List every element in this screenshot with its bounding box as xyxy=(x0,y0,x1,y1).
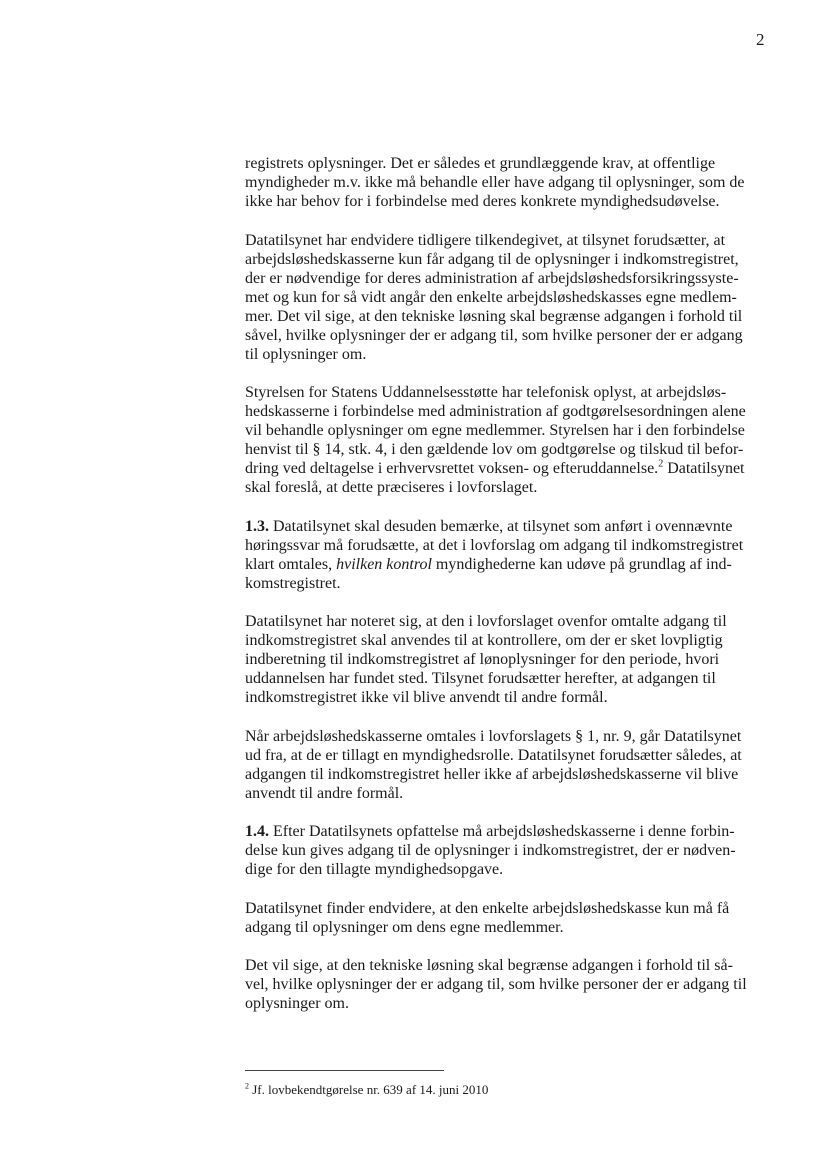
text-line: vil behandle oplysninger om egne medlemmer. Styrelsen har i den forbindelse xyxy=(245,422,745,439)
text-line: mer. Det vil sige, at den tekniske løsning skal begrænse adgangen i forhold til xyxy=(245,307,743,325)
text-segment: klart omtales, xyxy=(245,555,337,573)
text-segment: dring ved deltagelse i erhvervsrettet voksen- og efteruddannelse. xyxy=(245,460,659,477)
text-line-with-emphasis xyxy=(245,555,775,574)
paragraph-6 xyxy=(245,727,775,803)
text-line: Når arbejdsløshedskasserne omtales i lovforslagets § 1, nr. 9, går Datatilsynet xyxy=(245,727,742,745)
text-line: adgang til oplysninger om dens egne medlemmer. xyxy=(245,918,564,936)
paragraph-3 xyxy=(245,383,775,497)
text-line: indkomstregistret skal anvendes til at kontrollere, om der er sket lovpligtig xyxy=(245,632,723,649)
text-line: komstregistret. xyxy=(245,574,341,592)
text-line: delse kun gives adgang til de oplysninger i indkomstregistret, der er nødven- xyxy=(245,842,736,859)
text-line: uddannelsen har fundet sted. Tilsynet forudsætter herefter, at adgangen til xyxy=(245,670,716,687)
text-line: til oplysninger om. xyxy=(245,345,367,363)
text-segment: Efter Datatilsynets opfattelse må arbejdsløshedskasserne i denne forbin- xyxy=(269,823,735,840)
text-line: Det vil sige, at den tekniske løsning skal begrænse adgangen i forhold til så- xyxy=(245,957,733,974)
text-line: Datatilsynet har endvidere tidligere tilkendegivet, at tilsynet forudsætter, at xyxy=(245,231,726,249)
paragraph-section-1-4 xyxy=(245,822,775,879)
text-segment: Datatilsynet skal desuden bemærke, at tilsynet som anført i ovennævnte xyxy=(269,517,733,535)
text-line: vel, hvilke oplysninger der er adgang til, som hvilke personer der er adgang til xyxy=(245,976,747,993)
footnote-text: Jf. lovbekendtgørelse nr. 639 af 14. juni 2010 xyxy=(249,1082,489,1097)
text-line: oplysninger om. xyxy=(245,995,349,1012)
footnote-separator xyxy=(245,1070,444,1071)
document-body xyxy=(245,154,775,1013)
text-line: dige for den tillagte myndighedsopgave. xyxy=(245,861,504,878)
text-line: adgangen til indkomstregistret heller ikke af arbejdsløshedskasserne vil blive xyxy=(245,765,739,783)
emphasis-text: hvilken kontrol xyxy=(336,555,432,573)
paragraph-9 xyxy=(245,956,775,1013)
text-line: ikke har behov for i forbindelse med deres konkrete myndighedsudøvelse. xyxy=(245,193,720,210)
text-line: arbejdsløshedskasserne kun får adgang til de oplysninger i indkomstregistret, xyxy=(245,250,739,268)
text-line-with-heading xyxy=(245,517,775,536)
text-line: skal foreslå, at dette præciseres i lovforslaget. xyxy=(245,479,538,496)
footnote-number: 2 xyxy=(245,1081,249,1091)
text-line: Styrelsen for Statens Uddannelsesstøtte har telefonisk oplyst, at arbejdsløs- xyxy=(245,384,727,401)
text-line: myndigheder m.v. ikke må behandle eller have adgang til oplysninger, som de xyxy=(245,174,745,191)
footnote-reference[interactable]: 2 xyxy=(658,458,664,470)
paragraph-section-1-3 xyxy=(245,517,775,593)
text-segment: myndighederne kan udøve på grundlag af ind- xyxy=(431,555,732,573)
section-number: 1.3. xyxy=(245,517,269,535)
paragraph-2 xyxy=(245,231,775,364)
page-number: 2 xyxy=(756,30,765,49)
text-line: indkomstregistret ikke vil blive anvendt til andre formål. xyxy=(245,689,608,706)
text-line: såvel, hvilke oplysninger der er adgang til, som hvilke personer der er adgang xyxy=(245,326,743,344)
paragraph-8 xyxy=(245,899,775,937)
text-segment: Datatilsynet xyxy=(663,460,745,477)
text-line: der er nødvendige for deres administration af arbejdsløshedsforsikringssyste- xyxy=(245,269,739,287)
text-line: registrets oplysninger. Det er således et grundlæggende krav, at offentlige xyxy=(245,155,716,172)
text-line: indberetning til indkomstregistret af lønoplysninger for den periode, hvori xyxy=(245,651,720,668)
paragraph-1 xyxy=(245,154,775,211)
text-line: Datatilsynet har noteret sig, at den i lovforslaget ovenfor omtalte adgang til xyxy=(245,613,727,630)
section-number: 1.4. xyxy=(245,823,269,840)
text-line: Datatilsynet finder endvidere, at den enkelte arbejdsløshedskasse kun må få xyxy=(245,899,730,917)
text-line: henvist til § 14, stk. 4, i den gældende lov om godtgørelse og tilskud til befor- xyxy=(245,441,744,458)
paragraph-5 xyxy=(245,612,775,707)
text-line: høringssvar må forudsætte, at det i lovforslag om adgang til indkomstregistret xyxy=(245,536,744,554)
text-line-with-footnote-ref xyxy=(245,459,775,478)
text-line: anvendt til andre formål. xyxy=(245,784,404,802)
text-line-with-heading xyxy=(245,822,775,841)
text-line: ud fra, at de er tillagt en myndighedsrolle. Datatilsynet forudsætter således, at xyxy=(245,746,742,764)
text-line: met og kun for så vidt angår den enkelte arbejdsløshedskasses egne medlem- xyxy=(245,288,737,306)
text-line: hedskasserne i forbindelse med administration af godtgørelsesordningen alene xyxy=(245,403,746,420)
footnote xyxy=(245,1082,488,1098)
